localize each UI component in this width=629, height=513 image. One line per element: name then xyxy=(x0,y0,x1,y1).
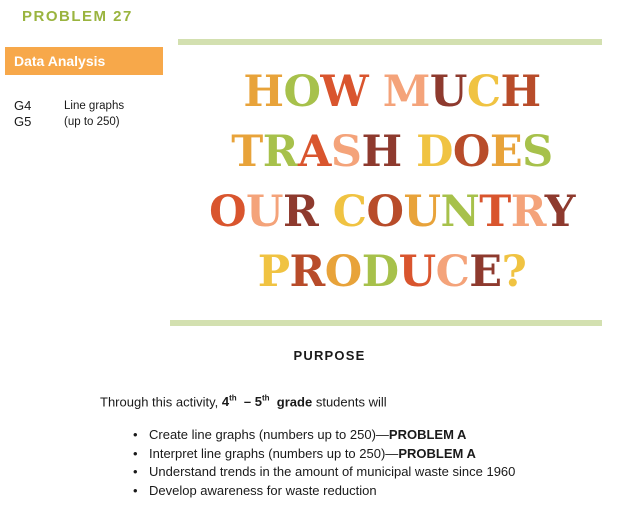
grade-dash: – xyxy=(243,394,255,410)
title-letter xyxy=(368,67,382,117)
title-letter: C xyxy=(466,67,501,117)
title-line xyxy=(172,182,612,242)
category-bar xyxy=(5,47,163,75)
grade-code: G5 xyxy=(14,114,32,129)
title-letter xyxy=(318,187,332,237)
grade-description: Line graphs xyxy=(64,100,125,112)
grade-a-suffix: th xyxy=(229,394,237,403)
title-letter: O xyxy=(366,187,404,237)
bullet-text: Create line graphs (numbers up to 250)— xyxy=(149,427,389,442)
list-item xyxy=(130,463,515,482)
title-letter: E xyxy=(489,127,523,177)
purpose-heading: PURPOSE xyxy=(293,348,366,363)
title-letter: T xyxy=(479,187,511,237)
title-letter: D xyxy=(416,127,453,177)
intro-suffix: students will xyxy=(315,394,387,410)
title-letter: D xyxy=(361,247,399,297)
title-letter: M xyxy=(382,67,430,117)
title-letter: R xyxy=(289,247,325,297)
title-line xyxy=(172,122,612,182)
title-letter xyxy=(402,127,416,177)
title-letter: R xyxy=(510,187,545,237)
bullet-bold: PROBLEM A xyxy=(388,427,467,442)
title-letter: R xyxy=(283,187,319,237)
title-letter: S xyxy=(522,127,553,177)
title-letter: E xyxy=(469,247,502,297)
grade-word: grade xyxy=(276,394,313,410)
grade-code: G4 xyxy=(14,98,32,113)
intro-prefix: Through this activity, xyxy=(100,394,219,410)
title-letter: O xyxy=(209,187,247,237)
title-letter: A xyxy=(298,127,331,177)
title-letter: Y xyxy=(544,187,575,237)
title-letter: U xyxy=(429,67,467,117)
grade-row xyxy=(14,114,124,130)
category-label: Data Analysis xyxy=(14,53,106,69)
grades-list xyxy=(14,98,124,130)
bullet-text: Interpret line graphs (numbers up to 250)— xyxy=(149,445,399,461)
title-letter: H xyxy=(243,67,284,117)
bullet-text: Develop awareness for waste reduction xyxy=(149,482,377,498)
list-item xyxy=(130,445,515,464)
title-letter: N xyxy=(440,187,480,237)
purpose-intro xyxy=(100,394,387,409)
title-line xyxy=(172,62,612,122)
title-letter: C xyxy=(332,187,367,237)
grade-description: (up to 250) xyxy=(64,116,120,128)
title-letter: H xyxy=(500,67,541,117)
title-letter: T xyxy=(231,127,263,177)
title-letter: U xyxy=(246,187,284,237)
title-letter: O xyxy=(324,247,362,297)
grade-b-suffix: th xyxy=(262,394,270,403)
title-letter: P xyxy=(257,247,290,297)
page-title xyxy=(172,62,612,302)
title-letter: ? xyxy=(501,247,527,297)
title-letter: W xyxy=(320,67,369,117)
problem-label: PROBLEM 27 xyxy=(22,8,133,25)
title-letter: U xyxy=(403,187,441,237)
title-letter: O xyxy=(452,127,490,177)
list-item xyxy=(130,426,515,445)
divider-top xyxy=(178,39,602,45)
title-letter: H xyxy=(361,127,402,177)
title-letter: R xyxy=(262,127,299,177)
list-item xyxy=(130,482,515,501)
bullet-bold: PROBLEM A xyxy=(398,445,476,461)
title-letter: U xyxy=(398,247,436,297)
grade-a: 4 xyxy=(221,394,230,410)
divider-bottom xyxy=(170,320,602,326)
purpose-bullets xyxy=(130,426,515,500)
title-letter: S xyxy=(330,127,362,177)
bullet-text: Understand trends in the amount of municipal waste since 1960 xyxy=(149,464,516,479)
grade-b: 5 xyxy=(254,394,262,410)
grade-row xyxy=(14,98,124,114)
title-letter: C xyxy=(435,247,470,297)
title-line xyxy=(172,242,612,302)
title-letter: O xyxy=(283,67,321,117)
